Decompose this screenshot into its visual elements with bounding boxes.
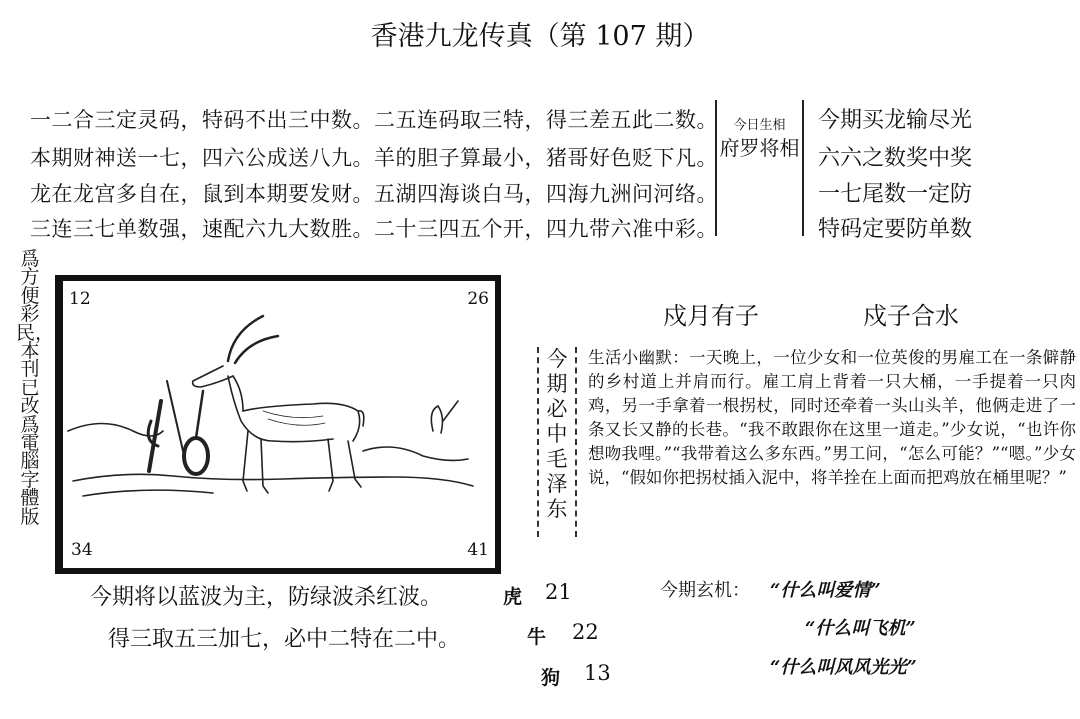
corner-number-bottom-right: 41 xyxy=(467,540,489,560)
corner-number-top-right: 26 xyxy=(467,289,489,309)
verse-line-4: 三连三七单数强，速配六九大数胜。二十三四五个开，四九带六准中彩。 xyxy=(30,217,718,241)
right-line-2: 六六之数奖中奖 xyxy=(818,146,973,171)
page-title: 香港九龙传真（第 107 期） xyxy=(370,21,710,52)
verse-line-1: 一二合三定灵码，特码不出三中数。二五连码取三特，得三差五此二数。 xyxy=(30,108,718,132)
riddle-label: 今期玄机： xyxy=(660,580,750,601)
humor-story: 生活小幽默：一天晚上，一位少女和一位英俊的男雇工在一条僻静的乡村道上并肩而行。雇工肩上背着一只大桶，一手提着一只肉鸡，另一手拿着一根拐杖，同时还牵着一头山头羊，他俩走进了一条又长又静的长巷。“我不敢跟你在这里一道走。”少女说，“也许你想吻我哩。”“我带着这么多东西。”男工问，“怎么可能？”“嗯。”少女说，“假如你把拐杖插入泥中，将羊拴在上面而把鸡放在桶里呢？” xyxy=(588,348,1076,487)
antelope-illustration xyxy=(63,281,483,562)
corner-number-bottom-left: 34 xyxy=(71,540,93,560)
bottom-line-1: 今期将以蓝波为主，防绿波杀红波。 xyxy=(90,585,443,610)
illustration-frame xyxy=(55,275,501,574)
pick-number-3: 13 xyxy=(584,661,611,685)
verse-line-2: 本期财神送一七，四六公成送八九。羊的胆子算最小，猪哥好色贬下凡。 xyxy=(30,146,718,170)
riddle-line-3: “什么叫风风光光” xyxy=(770,657,917,678)
riddle-line-2: “什么叫飞机” xyxy=(805,618,916,639)
vertical-side-note: 爲方便彩民，本刊已改爲電腦字體版 xyxy=(16,248,55,528)
bottom-line-2: 得三取五三加七，必中二特在二中。 xyxy=(108,627,461,652)
pick-number-1: 21 xyxy=(545,580,572,604)
zodiac-box-chars: 府罗将相 xyxy=(719,136,800,160)
pick-number-2: 22 xyxy=(572,620,599,644)
corner-number-top-left: 12 xyxy=(69,289,91,309)
riddle-line-1: “什么叫爱情” xyxy=(770,580,881,601)
pick-animal-1: 虎 xyxy=(503,586,523,608)
right-line-4: 特码定要防单数 xyxy=(818,217,973,242)
right-line-3: 一七尾数一定防 xyxy=(818,182,973,207)
vertical-pick-box: 今期必中毛泽东 xyxy=(537,347,577,537)
heading-left: 戍月有子 xyxy=(663,302,759,330)
verse-line-3: 龙在龙宫多自在，鼠到本期要发财。五湖四海谈白马，四海九洲问河络。 xyxy=(30,182,718,206)
heading-right: 戍子合水 xyxy=(863,302,959,330)
zodiac-box-heading: 今日生相 xyxy=(733,118,786,133)
right-line-1: 今期买龙输尽光 xyxy=(818,108,973,133)
pick-animal-3: 狗 xyxy=(541,667,561,689)
zodiac-side-box xyxy=(715,100,804,236)
pick-animal-2: 牛 xyxy=(527,626,547,648)
